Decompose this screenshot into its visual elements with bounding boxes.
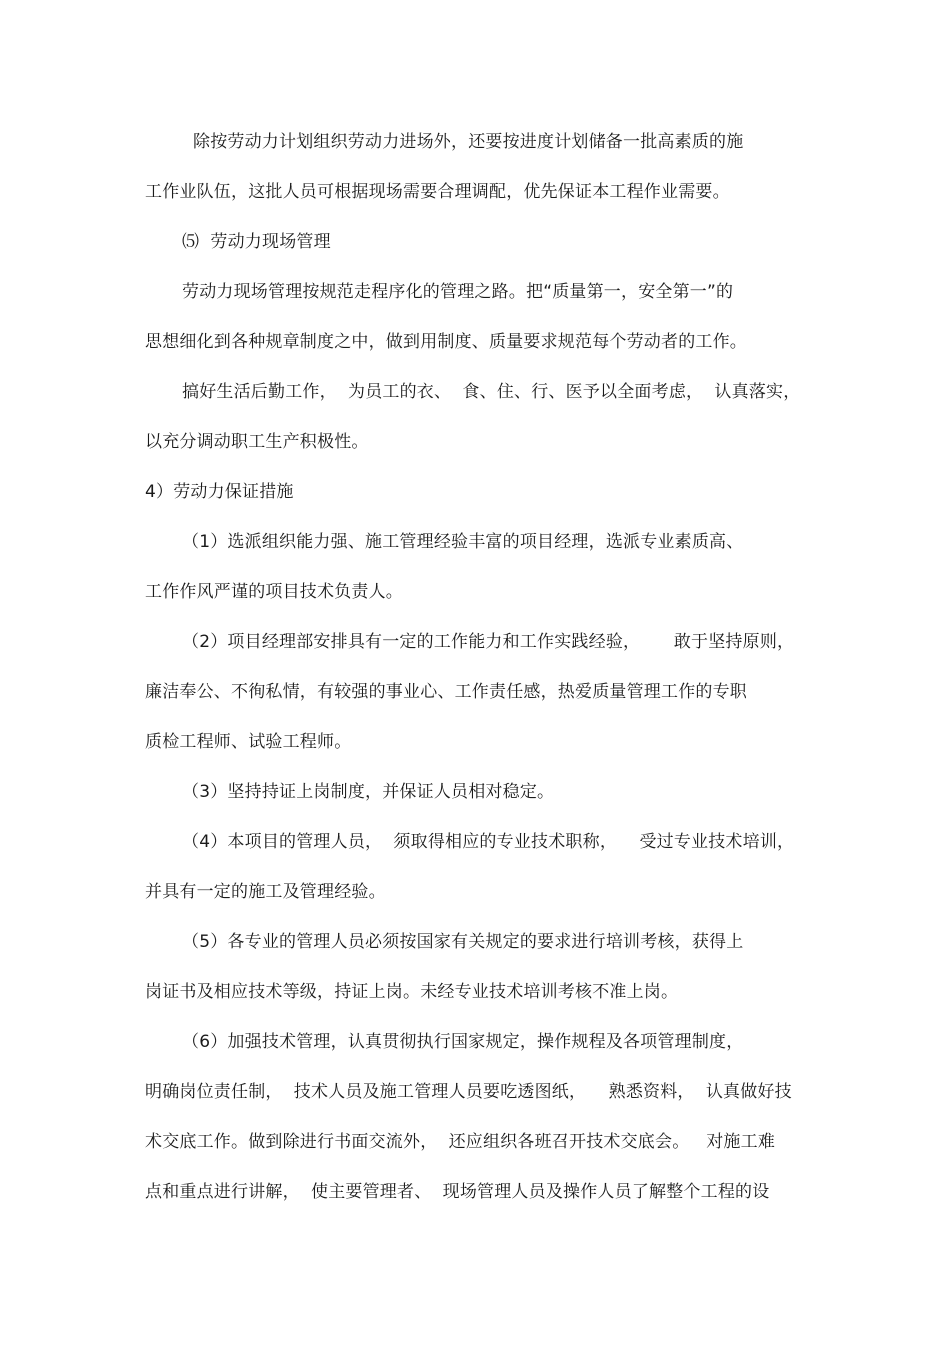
text-line: （2）项目经理部安排具有一定的工作能力和工作实践经验， 敢于坚持原则，: [182, 632, 795, 652]
text-line: 明确岗位责任制， 技术人员及施工管理人员要吃透图纸， 熟悉资料， 认真做好技: [145, 1082, 792, 1102]
text-line: （3）坚持持证上岗制度，并保证人员相对稳定。: [182, 782, 555, 802]
text-line: 廉洁奉公、不徇私情，有较强的事业心、工作责任感，热爱质量管理工作的专职: [145, 682, 747, 702]
text-line: （6）加强技术管理，认真贯彻执行国家规定，操作规程及各项管理制度，: [182, 1032, 744, 1052]
text-line: 质检工程师、试验工程师。: [145, 732, 352, 752]
text-line: 术交底工作。做到除进行书面交流外， 还应组织各班召开技术交底会。 对施工难: [145, 1132, 776, 1152]
text-line: 劳动力现场管理按规范走程序化的管理之路。把“质量第一，安全第一”的: [182, 282, 734, 302]
text-line: 岗证书及相应技术等级，持证上岗。未经专业技术培训考核不准上岗。: [145, 982, 679, 1002]
text-line: 点和重点进行讲解， 使主要管理者、 现场管理人员及操作人员了解整个工程的设: [145, 1182, 770, 1202]
text-line: 并具有一定的施工及管理经验。: [145, 882, 386, 902]
text-line: 除按劳动力计划组织劳动力进场外，还要按进度计划储备一批高素质的施: [193, 132, 744, 152]
section-heading: ⑸ 劳动力现场管理: [182, 232, 331, 252]
text-line: 以充分调动职工生产积极性。: [145, 432, 369, 452]
text-line: 搞好生活后勤工作， 为员工的衣、 食、住、行、医予以全面考虑， 认真落实，: [182, 382, 801, 402]
text-line: 思想细化到各种规章制度之中，做到用制度、质量要求规范每个劳动者的工作。: [145, 332, 747, 352]
text-line: （5）各专业的管理人员必须按国家有关规定的要求进行培训考核，获得上: [182, 932, 744, 952]
text-line: （4）本项目的管理人员， 须取得相应的专业技术职称， 受过专业技术培训，: [182, 832, 795, 852]
section-heading: 4）劳动力保证措施: [145, 482, 294, 502]
text-line: 工作业队伍，这批人员可根据现场需要合理调配，优先保证本工程作业需要。: [145, 182, 730, 202]
text-line: 工作作风严谨的项目技术负责人。: [145, 582, 403, 602]
text-line: （1）选派组织能力强、施工管理经验丰富的项目经理，选派专业素质高、: [182, 532, 744, 552]
